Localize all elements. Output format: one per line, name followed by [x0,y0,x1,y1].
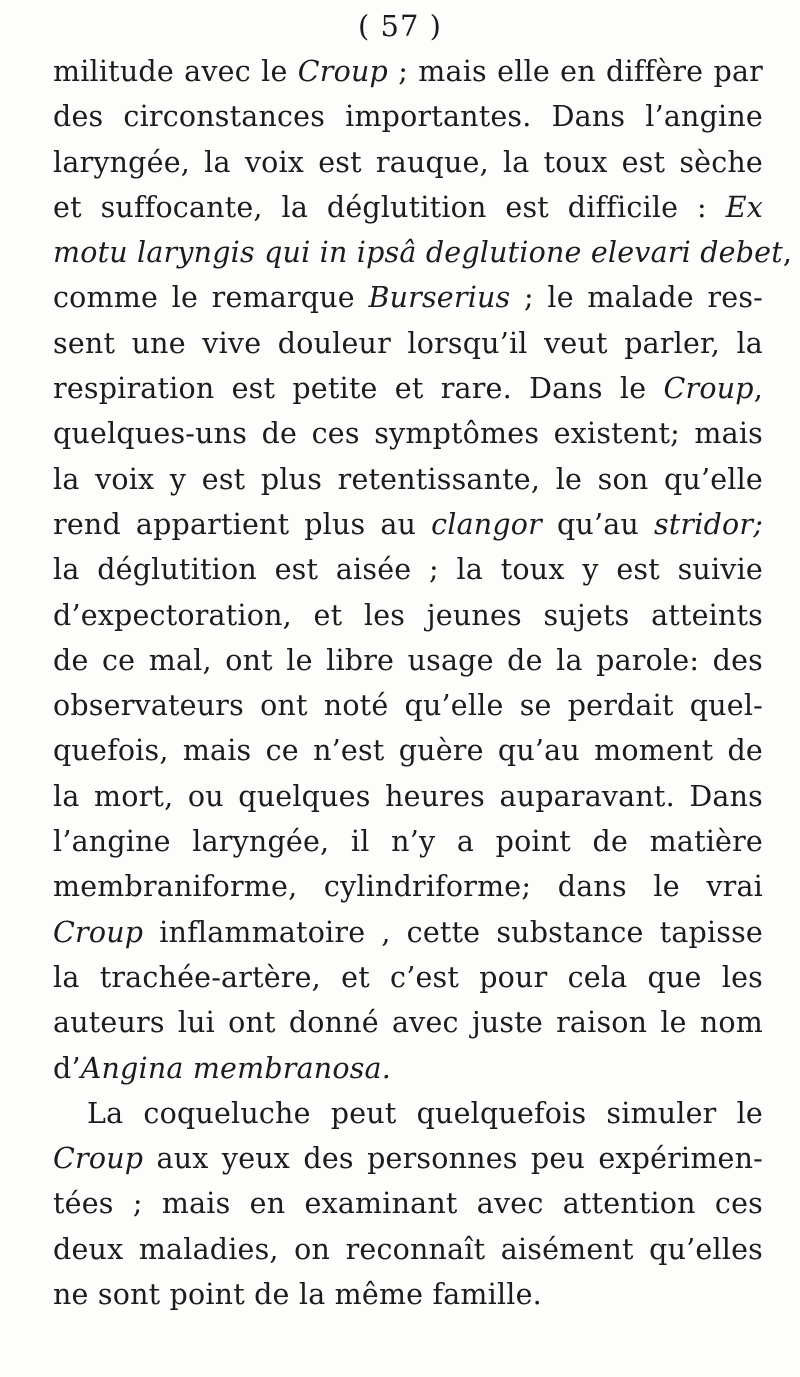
body-text [53,49,793,1317]
text-line: membraniforme, cylindriforme; dans le vrai [53,870,763,904]
text-line: deux maladies, on reconnaît aisément qu’elles [53,1232,763,1266]
text-line: d’expectoration, et les jeunes sujets atteints [53,598,763,632]
text-line: ne sont point de la même famille. [53,1278,542,1312]
page-number: ( 57 ) [358,9,442,43]
text-line: tées ; mais en examinant avec attention ces [53,1187,763,1221]
text-line: la déglutition est aisée ; la toux y est suivie [53,553,763,587]
text-line: militude avec le Croup ; mais elle en diffère par [53,55,763,88]
text-line: La coqueluche peut quelquefois simuler le [87,1096,763,1130]
text-line: la voix y est plus retentissante, le son qu’elle [53,462,763,496]
text-line: la mort, ou quelques heures auparavant. Dans [53,779,763,813]
text-line: rend appartient plus au clangor qu’au stridor; [53,507,763,541]
paragraph-1 [53,49,793,1091]
text-line: respiration est petite et rare. Dans le Croup, [53,372,763,406]
text-line: comme le remarque Burserius ; le malade res- [53,281,763,315]
text-line: la trachée-artère, et c’est pour cela que les [53,960,763,994]
text-line: de ce mal, ont le libre usage de la parole: des [53,643,763,677]
text-line: Croup aux yeux des personnes peu expérimen- [53,1142,763,1176]
text-line: quelques-uns de ces symptômes existent; mais [53,417,763,451]
paragraph-2 [53,1091,763,1317]
text-line: quefois, mais ce n’est guère qu’au moment de [53,734,763,768]
text-line: l’angine laryngée, il n’y a point de matière [53,825,763,859]
text-line: Croup inflammatoire , cette substance tapisse [53,915,763,949]
text-line: auteurs lui ont donné avec juste raison le nom [53,1006,763,1040]
text-line: laryngée, la voix est rauque, la toux est sèche [53,145,763,179]
text-line: et suffocante, la déglutition est difficile : Ex [53,190,763,224]
text-line: sent une vive douleur lorsqu’il veut parler, la [53,326,763,360]
text-line: d’Angina membranosa. [53,1051,391,1085]
text-line: des circonstances importantes. Dans l’angine [53,100,763,134]
text-line: observateurs ont noté qu’elle se perdait quel- [53,689,763,723]
text-line: motu laryngis qui in ipsâ deglutione elevari debet, [53,236,793,270]
